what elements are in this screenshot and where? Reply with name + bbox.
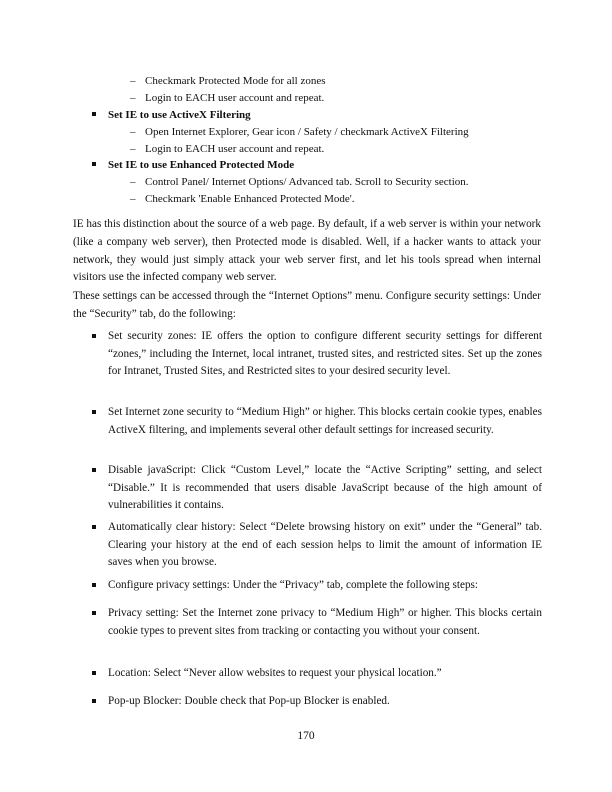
dash-marker: – — [130, 126, 136, 138]
section-heading-activex — [92, 108, 251, 122]
square-bullet-icon — [92, 410, 96, 414]
step-text: Open Internet Explorer, Gear icon / Safety / checkmark ActiveX Filtering — [145, 126, 469, 138]
list-item — [92, 665, 542, 683]
dash-marker: – — [130, 193, 136, 205]
list-item — [130, 91, 324, 105]
list-item — [130, 125, 469, 139]
bullet-text: Automatically clear history: Select “Delete browsing history on exit” under the “General” tab. Clearing your history at the end of each session helps to limit the amount of information IE saves when you browse. — [108, 521, 542, 569]
bullet-text: Privacy setting: Set the Internet zone privacy to “Medium High” or higher. This blocks certain cookie types to prevent sites from tracking or contacting you without your consent. — [108, 607, 542, 637]
bullet-text: Location: Select “Never allow websites to request your physical location.” — [108, 667, 442, 679]
list-item — [130, 175, 469, 189]
heading-text: Set IE to use ActiveX Filtering — [108, 109, 251, 121]
list-item — [92, 404, 542, 439]
square-bullet-icon — [92, 699, 96, 703]
bullet-text: Set Internet zone security to “Medium High” or higher. This blocks certain cookie types, enables ActiveX filtering, and implements several other default settings for increased security. — [108, 406, 542, 436]
section-heading-epm — [92, 158, 294, 172]
list-item — [92, 693, 542, 711]
square-bullet-icon — [92, 112, 96, 116]
list-item — [92, 328, 542, 381]
step-text: Control Panel/ Internet Options/ Advanced tab. Scroll to Security section. — [145, 176, 469, 188]
square-bullet-icon — [92, 162, 96, 166]
bullet-text: Disable javaScript: Click “Custom Level,” locate the “Active Scripting” setting, and select “Disable.” It is recommended that users disable JavaScript because of the high amount of vulnerabilities it contains. — [108, 464, 542, 512]
list-item — [130, 142, 324, 156]
paragraph-distinction: IE has this distinction about the source of a web page. By default, if a web server is within your network (like a company web server), then Protected mode is disabled. Well, if a hacker wants to attack your network, they would just simply attack your web server first, and let his tools spread when internal visitors use the infected company web server. — [73, 218, 541, 284]
list-item — [92, 519, 542, 572]
square-bullet-icon — [92, 611, 96, 615]
square-bullet-icon — [92, 583, 96, 587]
dash-marker: – — [130, 92, 136, 104]
dash-marker: – — [130, 143, 136, 155]
bullet-text: Configure privacy settings: Under the “Privacy” tab, complete the following steps: — [108, 579, 479, 591]
bullet-text: Set security zones: IE offers the option to configure different security settings for different “zones,” including the Internet, local intranet, trusted sites, and restricted sites. Set up the zones for Intranet, Trusted Sites, and Restricted sites to your desired security level. — [108, 330, 542, 378]
list-item — [92, 577, 542, 595]
list-item — [130, 192, 355, 206]
heading-text: Set IE to use Enhanced Protected Mode — [108, 159, 295, 171]
step-text: Login to EACH user account and repeat. — [145, 143, 325, 155]
page-number: 170 — [297, 730, 315, 742]
dash-marker: – — [130, 75, 136, 87]
list-item — [92, 462, 542, 515]
step-text: Login to EACH user account and repeat. — [145, 92, 325, 104]
step-text: Checkmark Protected Mode for all zones — [145, 75, 326, 87]
dash-marker: – — [130, 176, 136, 188]
bullet-text: Pop-up Blocker: Double check that Pop-up Blocker is enabled. — [108, 695, 390, 707]
square-bullet-icon — [92, 468, 96, 472]
square-bullet-icon — [92, 671, 96, 675]
square-bullet-icon — [92, 525, 96, 529]
list-item — [92, 605, 542, 640]
step-text: Checkmark 'Enable Enhanced Protected Mode'. — [145, 193, 355, 205]
list-item — [130, 74, 326, 88]
square-bullet-icon — [92, 334, 96, 338]
paragraph-settings-intro: These settings can be accessed through the “Internet Options” menu. Configure security settings: Under the “Security” tab, do the following: — [73, 290, 541, 320]
